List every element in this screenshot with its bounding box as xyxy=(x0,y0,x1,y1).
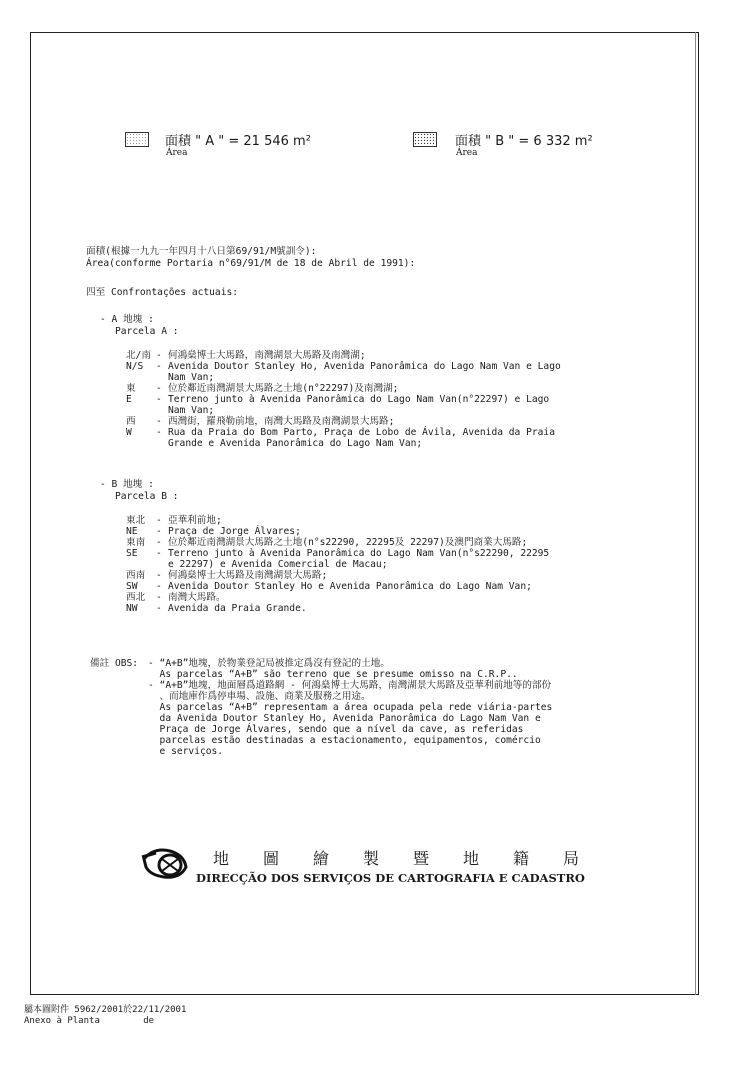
boundary-row xyxy=(126,581,646,592)
legend-b-label: 面積 " B " = 6 332 m² xyxy=(455,134,593,149)
boundary-description: Nam Van; xyxy=(168,372,215,383)
obs-line: - “A+B”地塊，於物業登記局被推定爲沒有登記的土地。 xyxy=(148,658,390,669)
boundary-description: 何鴻燊博士大馬路及南灣湖景大馬路; xyxy=(168,570,328,581)
dscc-logo-icon xyxy=(140,845,190,881)
boundary-row xyxy=(126,394,646,405)
boundary-description: 位於鄰近南灣湖景大馬路之土地(n°s22290, 22295及 22297)及澳門商業大馬路; xyxy=(168,537,528,548)
dscc-logo xyxy=(140,845,190,885)
boundary-row xyxy=(126,350,646,361)
frame-inner-line xyxy=(695,32,696,995)
boundary-direction: NE xyxy=(126,526,138,537)
boundary-dash: - xyxy=(156,603,162,614)
boundary-row xyxy=(126,548,646,559)
boundary-dash: - xyxy=(156,361,162,372)
parcel-a-title-pt: Parcela A : xyxy=(115,326,179,337)
boundary-direction: E xyxy=(126,394,132,405)
org-name-cn: 地圖繪製暨地籍局 xyxy=(213,849,614,868)
boundary-row xyxy=(126,405,646,416)
boundary-row xyxy=(126,537,646,548)
boundary-direction: 西北 xyxy=(126,592,146,603)
boundary-direction: 東 xyxy=(126,383,136,394)
boundary-description: Avenida Doutor Stanley Ho, Avenida Panorâmica do Lago Nam Van e Lago xyxy=(168,361,561,372)
boundary-description: Avenida da Praia Grande. xyxy=(168,603,307,614)
boundary-direction: NW xyxy=(126,603,138,614)
boundary-row xyxy=(126,416,646,427)
legend-a-label: 面積 " A " = 21 546 m² xyxy=(165,134,311,149)
boundary-row xyxy=(126,526,646,537)
boundary-direction: W xyxy=(126,427,132,438)
obs-line: - “A+B”地塊，地面層爲道路網 - 何鴻燊博士大馬路，南灣湖景大馬路及亞華利前地等的部份 xyxy=(148,680,552,691)
boundary-dash: - xyxy=(156,427,162,438)
obs-line: As parcelas “A+B” representam a área ocupada pela rede viária-partes xyxy=(148,702,553,713)
boundary-dash: - xyxy=(156,394,162,405)
boundary-row xyxy=(126,559,646,570)
obs-label: 備註 OBS: xyxy=(90,658,139,669)
obs-line: e serviços. xyxy=(148,746,224,757)
boundary-description: Grande e Avenida Panorâmica do Lago Nam Van; xyxy=(168,438,423,449)
boundary-row xyxy=(126,383,646,394)
boundary-row xyxy=(126,438,646,449)
parcel-b-title-cn: - B 地塊 : xyxy=(100,479,154,490)
area-note-pt: Área(conforme Portaria n°69/91/M de 18 de Abril de 1991): xyxy=(86,258,416,269)
area-note-cn: 面積(根據一九九一年四月十八日第69/91/M號訓令): xyxy=(86,246,317,257)
boundary-description: Praça de Jorge Álvares; xyxy=(168,526,301,537)
boundary-row xyxy=(126,361,646,372)
boundary-description: 何鴻燊博士大馬路，南灣湖景大馬路及南灣湖; xyxy=(168,350,366,361)
obs-line: Praça de Jorge Álvares, sendo que a nível da cave, as referidas xyxy=(148,724,524,735)
obs-line: da Avenida Doutor Stanley Ho, Avenida Panorâmica do Lago Nam Van e xyxy=(148,713,541,724)
legend-b-sub: Área xyxy=(456,148,478,158)
boundary-direction: N/S xyxy=(126,361,144,372)
boundary-direction: 北/南 xyxy=(126,350,151,361)
boundary-direction: 東北 xyxy=(126,515,146,526)
footer-annex-pt: Anexo à Planta de xyxy=(24,1016,155,1026)
boundary-description: Avenida Doutor Stanley Ho e Avenida Panorâmica do Lago Nam Van; xyxy=(168,581,532,592)
legend-a-sub: Área xyxy=(166,148,188,158)
boundary-description: Nam Van; xyxy=(168,405,215,416)
legend-b-swatch xyxy=(413,132,437,147)
boundary-direction: SW xyxy=(126,581,138,592)
boundary-row xyxy=(126,515,646,526)
boundary-row xyxy=(126,603,646,614)
obs-line: parcelas estão destinadas a estacionamento, equipamentos, comércio xyxy=(148,735,541,746)
boundary-dash: - xyxy=(156,592,162,603)
confrontations-title: 四至 Confrontações actuais: xyxy=(86,287,239,298)
boundary-description: 西灣街，羅飛勒前地，南灣大馬路及南灣湖景大馬路; xyxy=(168,416,395,427)
boundary-description: 位於鄰近南灣湖景大馬路之土地(n°22297)及南灣湖; xyxy=(168,383,399,394)
boundary-description: Terreno junto à Avenida Panorâmica do Lago Nam Van(n°22297) e Lago xyxy=(168,394,550,405)
boundary-dash: - xyxy=(156,548,162,559)
boundary-description: 亞華利前地; xyxy=(168,515,222,526)
org-name-pt: DIRECÇÃO DOS SERVIÇOS DE CARTOGRAFIA E CADASTRO xyxy=(196,871,585,885)
boundary-dash: - xyxy=(156,515,162,526)
boundary-row xyxy=(126,427,646,438)
legend-a-swatch xyxy=(125,132,149,147)
boundary-row xyxy=(126,372,646,383)
boundary-direction: 東南 xyxy=(126,537,146,548)
footer-annex-cn: 屬本圖附件 5962/2001於22/11/2001 xyxy=(24,1005,187,1015)
boundary-description: Rua da Praia do Bom Parto, Praça de Lobo de Ávila, Avenida da Praia xyxy=(168,427,555,438)
parcel-b-title-pt: Parcela B : xyxy=(115,491,179,502)
boundary-dash: - xyxy=(156,570,162,581)
boundary-direction: 西 xyxy=(126,416,136,427)
boundary-description: 南灣大馬路。 xyxy=(168,592,226,603)
obs-line: As parcelas “A+B” são terreno que se presume omisso na C.R.P.. xyxy=(148,669,518,680)
boundary-dash: - xyxy=(156,383,162,394)
boundary-dash: - xyxy=(156,416,162,427)
boundary-direction: 西南 xyxy=(126,570,146,581)
boundary-dash: - xyxy=(156,526,162,537)
obs-line: 、而地庫作爲停車場、設施、商業及服務之用途。 xyxy=(148,691,371,702)
boundary-dash: - xyxy=(156,350,162,361)
boundary-row xyxy=(126,570,646,581)
boundary-row xyxy=(126,592,646,603)
boundary-direction: SE xyxy=(126,548,138,559)
boundary-dash: - xyxy=(156,537,162,548)
parcel-a-title-cn: - A 地塊 : xyxy=(100,314,154,325)
boundary-dash: - xyxy=(156,581,162,592)
boundary-description: e 22297) e Avenida Comercial de Macau; xyxy=(168,559,388,570)
boundary-description: Terreno junto à Avenida Panorâmica do Lago Nam Van(n°s22290, 22295 xyxy=(168,548,550,559)
